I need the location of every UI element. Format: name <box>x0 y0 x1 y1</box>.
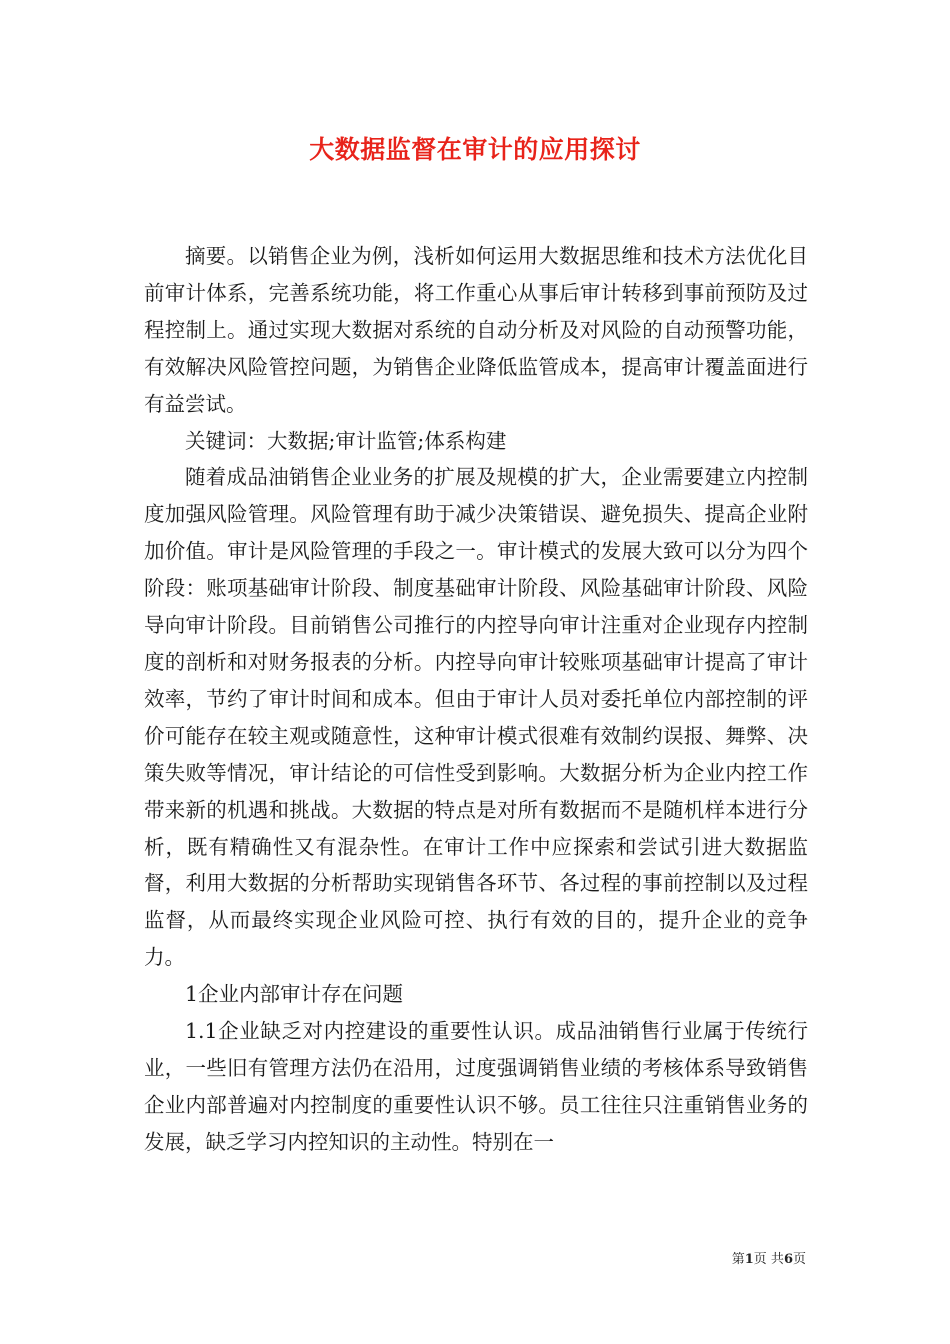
footer-suffix: 页 <box>792 1252 806 1267</box>
document-body <box>144 238 808 1161</box>
footer-prefix: 第 <box>731 1252 745 1267</box>
page-footer <box>732 1248 806 1267</box>
keywords-paragraph: 关键词：大数据;审计监管;体系构建 <box>185 428 507 453</box>
intro-paragraph: 随着成品油销售企业业务的扩展及规模的扩大，企业需要建立内控制度加强风险管理。风险管理有助于减少决策错误、避免损失、提高企业附加价值。审计是风险管理的手段之一。审计模式的发展大致可以分为四个阶段：账项基础审计阶段、制度基础审计阶段、风险基础审计阶段、风险导向审计阶段。目前销售公司推行的内控导向审计注重对企业现存内控制度的剖析和对财务报表的分析。内控导向审计较账项基础审计提高了审计效率，节约了审计时间和成本。但由于审计人员对委托单位内部控制的评价可能存在较主观或随意性，这种审计模式很难有效制约误报、舞弊、决策失败等情况，审计结论的可信性受到影响。大数据分析为企业内控工作带来新的机遇和挑战。大数据的特点是对所有数据而不是随机样本进行分析，既有精确性又有混杂性。在审计工作中应探索和尝试引进大数据监督，利用大数据的分析帮助实现销售各环节、各过程的事前控制以及过程监督，从而最终实现企业风险可控、执行有效的目的，提升企业的竞争力。 <box>144 465 808 970</box>
document-title: 大数据监督在审计的应用探讨 <box>309 135 641 164</box>
abstract-paragraph: 摘要。以销售企业为例，浅析如何运用大数据思维和技术方法优化目前审计体系，完善系统功能，将工作重心从事后审计转移到事前预防及过程控制上。通过实现大数据对系统的自动分析及对风险的自动预警功能，有效解决风险管控问题，为销售企业降低监管成本，提高审计覆盖面进行有益尝试。 <box>144 244 808 416</box>
footer-middle: 页 共 <box>753 1252 784 1267</box>
total-page-number: 6 <box>783 1252 793 1267</box>
subsection-paragraph: 1.1企业缺乏对内控建设的重要性认识。成品油销售行业属于传统行业，一些旧有管理方法仍在沿用，过度强调销售业绩的考核体系导致销售企业内部普遍对内控制度的重要性认识不够。员工往往只注重销售业务的发展，缺乏学习内控知识的主动性。特别在一 <box>144 1019 808 1154</box>
current-page-number: 1 <box>744 1252 754 1267</box>
section-heading: 1企业内部审计存在问题 <box>185 982 404 1007</box>
